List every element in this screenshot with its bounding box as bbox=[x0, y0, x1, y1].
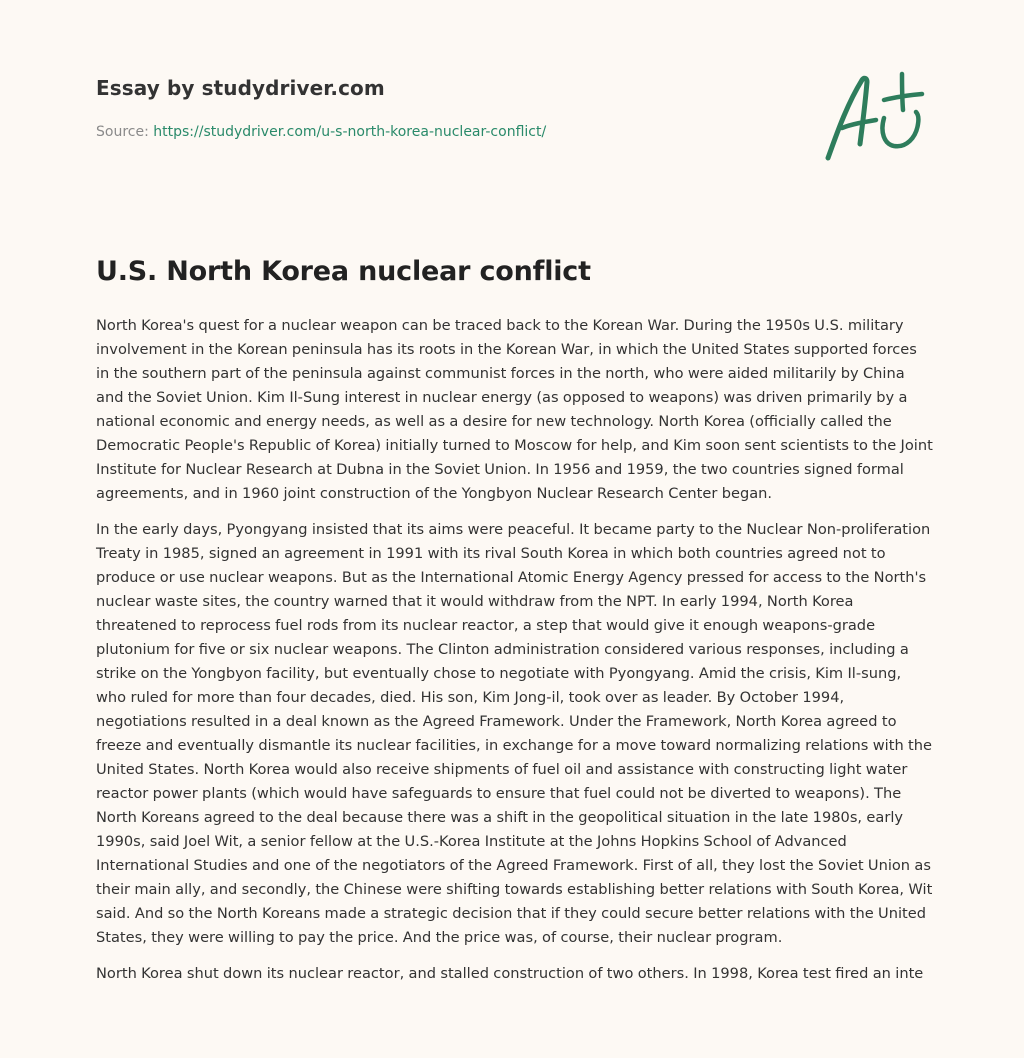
essay-paragraph: North Korea's quest for a nuclear weapon can be traced back to the Korean War. During the 1950s U.S. military involvement in the Korean peninsula has its roots in the Korean War, in which the United States supported forces in the southern part of the peninsula against communist forces in the north, who were aided militarily by China and the Soviet Union. Kim Il-Sung interest in nuclear energy (as opposed to weapons) was driven primarily by a national economic and energy needs, as well as a desire for new technology. North Korea (officially called the Democratic People's Republic of Korea) initially turned to Moscow for help, and Kim soon sent scientists to the Joint Institute for Nuclear Research at Dubna in the Soviet Union. In 1956 and 1959, the two countries signed formal agreements, and in 1960 joint construction of the Yongbyon Nuclear Research Center began. bbox=[96, 317, 933, 502]
site-brand-title: Essay by studydriver.com bbox=[96, 76, 385, 100]
essay-body bbox=[96, 314, 934, 998]
source-link[interactable]: https://studydriver.com/u-s-north-korea-nuclear-conflict/ bbox=[153, 124, 547, 140]
source-label: Source: bbox=[96, 124, 149, 140]
essay-paragraph: In the early days, Pyongyang insisted that its aims were peaceful. It became party to the Nuclear Non-proliferation Treaty in 1985, signed an agreement in 1991 with its rival South Korea in which both countries agreed not to produce or use nuclear weapons. But as the International Atomic Energy Agency pressed for access to the North's nuclear waste sites, the country warned that it would withdraw from the NPT. In early 1994, North Korea threatened to reprocess fuel rods from its nuclear reactor, a step that would give it enough weapons-grade plutonium for five or six nuclear weapons. The Clinton administration considered various responses, including a strike on the Yongbyon facility, but eventually chose to negotiate with Pyongyang. Amid the crisis, Kim Il-sung, who ruled for more than four decades, died. His son, Kim Jong-il, took over as leader. By October 1994, negotiations resulted in a deal known as the Agreed Framework. Under the Framework, North Korea agreed to freeze and eventually dismantle its nuclear facilities, in exchange for a move toward normalizing relations with the United States. North Korea would also receive shipments of fuel oil and assistance with constructing light water reactor power plants (which would have safeguards to ensure that fuel could not be diverted to weapons). The North Koreans agreed to the deal because there was a shift in the geopolitical situation in the late 1980s, early 1990s, said Joel Wit, a senior fellow at the U.S.-Korea Institute at the Johns Hopkins School of Advanced International Studies and one of the negotiators of the Agreed Framework. First of all, they lost the Soviet Union as their main ally, and secondly, the Chinese were shifting towards establishing better relations with South Korea, Wit said. And so the North Koreans made a strategic decision that if they could secure better relations with the United States, they were willing to pay the price. And the price was, of course, their nuclear program. bbox=[96, 521, 933, 946]
essay-paragraph: North Korea shut down its nuclear reactor, and stalled construction of two others. In 1998, Korea test fired an inte bbox=[96, 965, 924, 982]
a-plus-logo-icon bbox=[818, 66, 930, 166]
essay-title: U.S. North Korea nuclear conflict bbox=[96, 256, 591, 287]
source-line bbox=[96, 124, 546, 140]
